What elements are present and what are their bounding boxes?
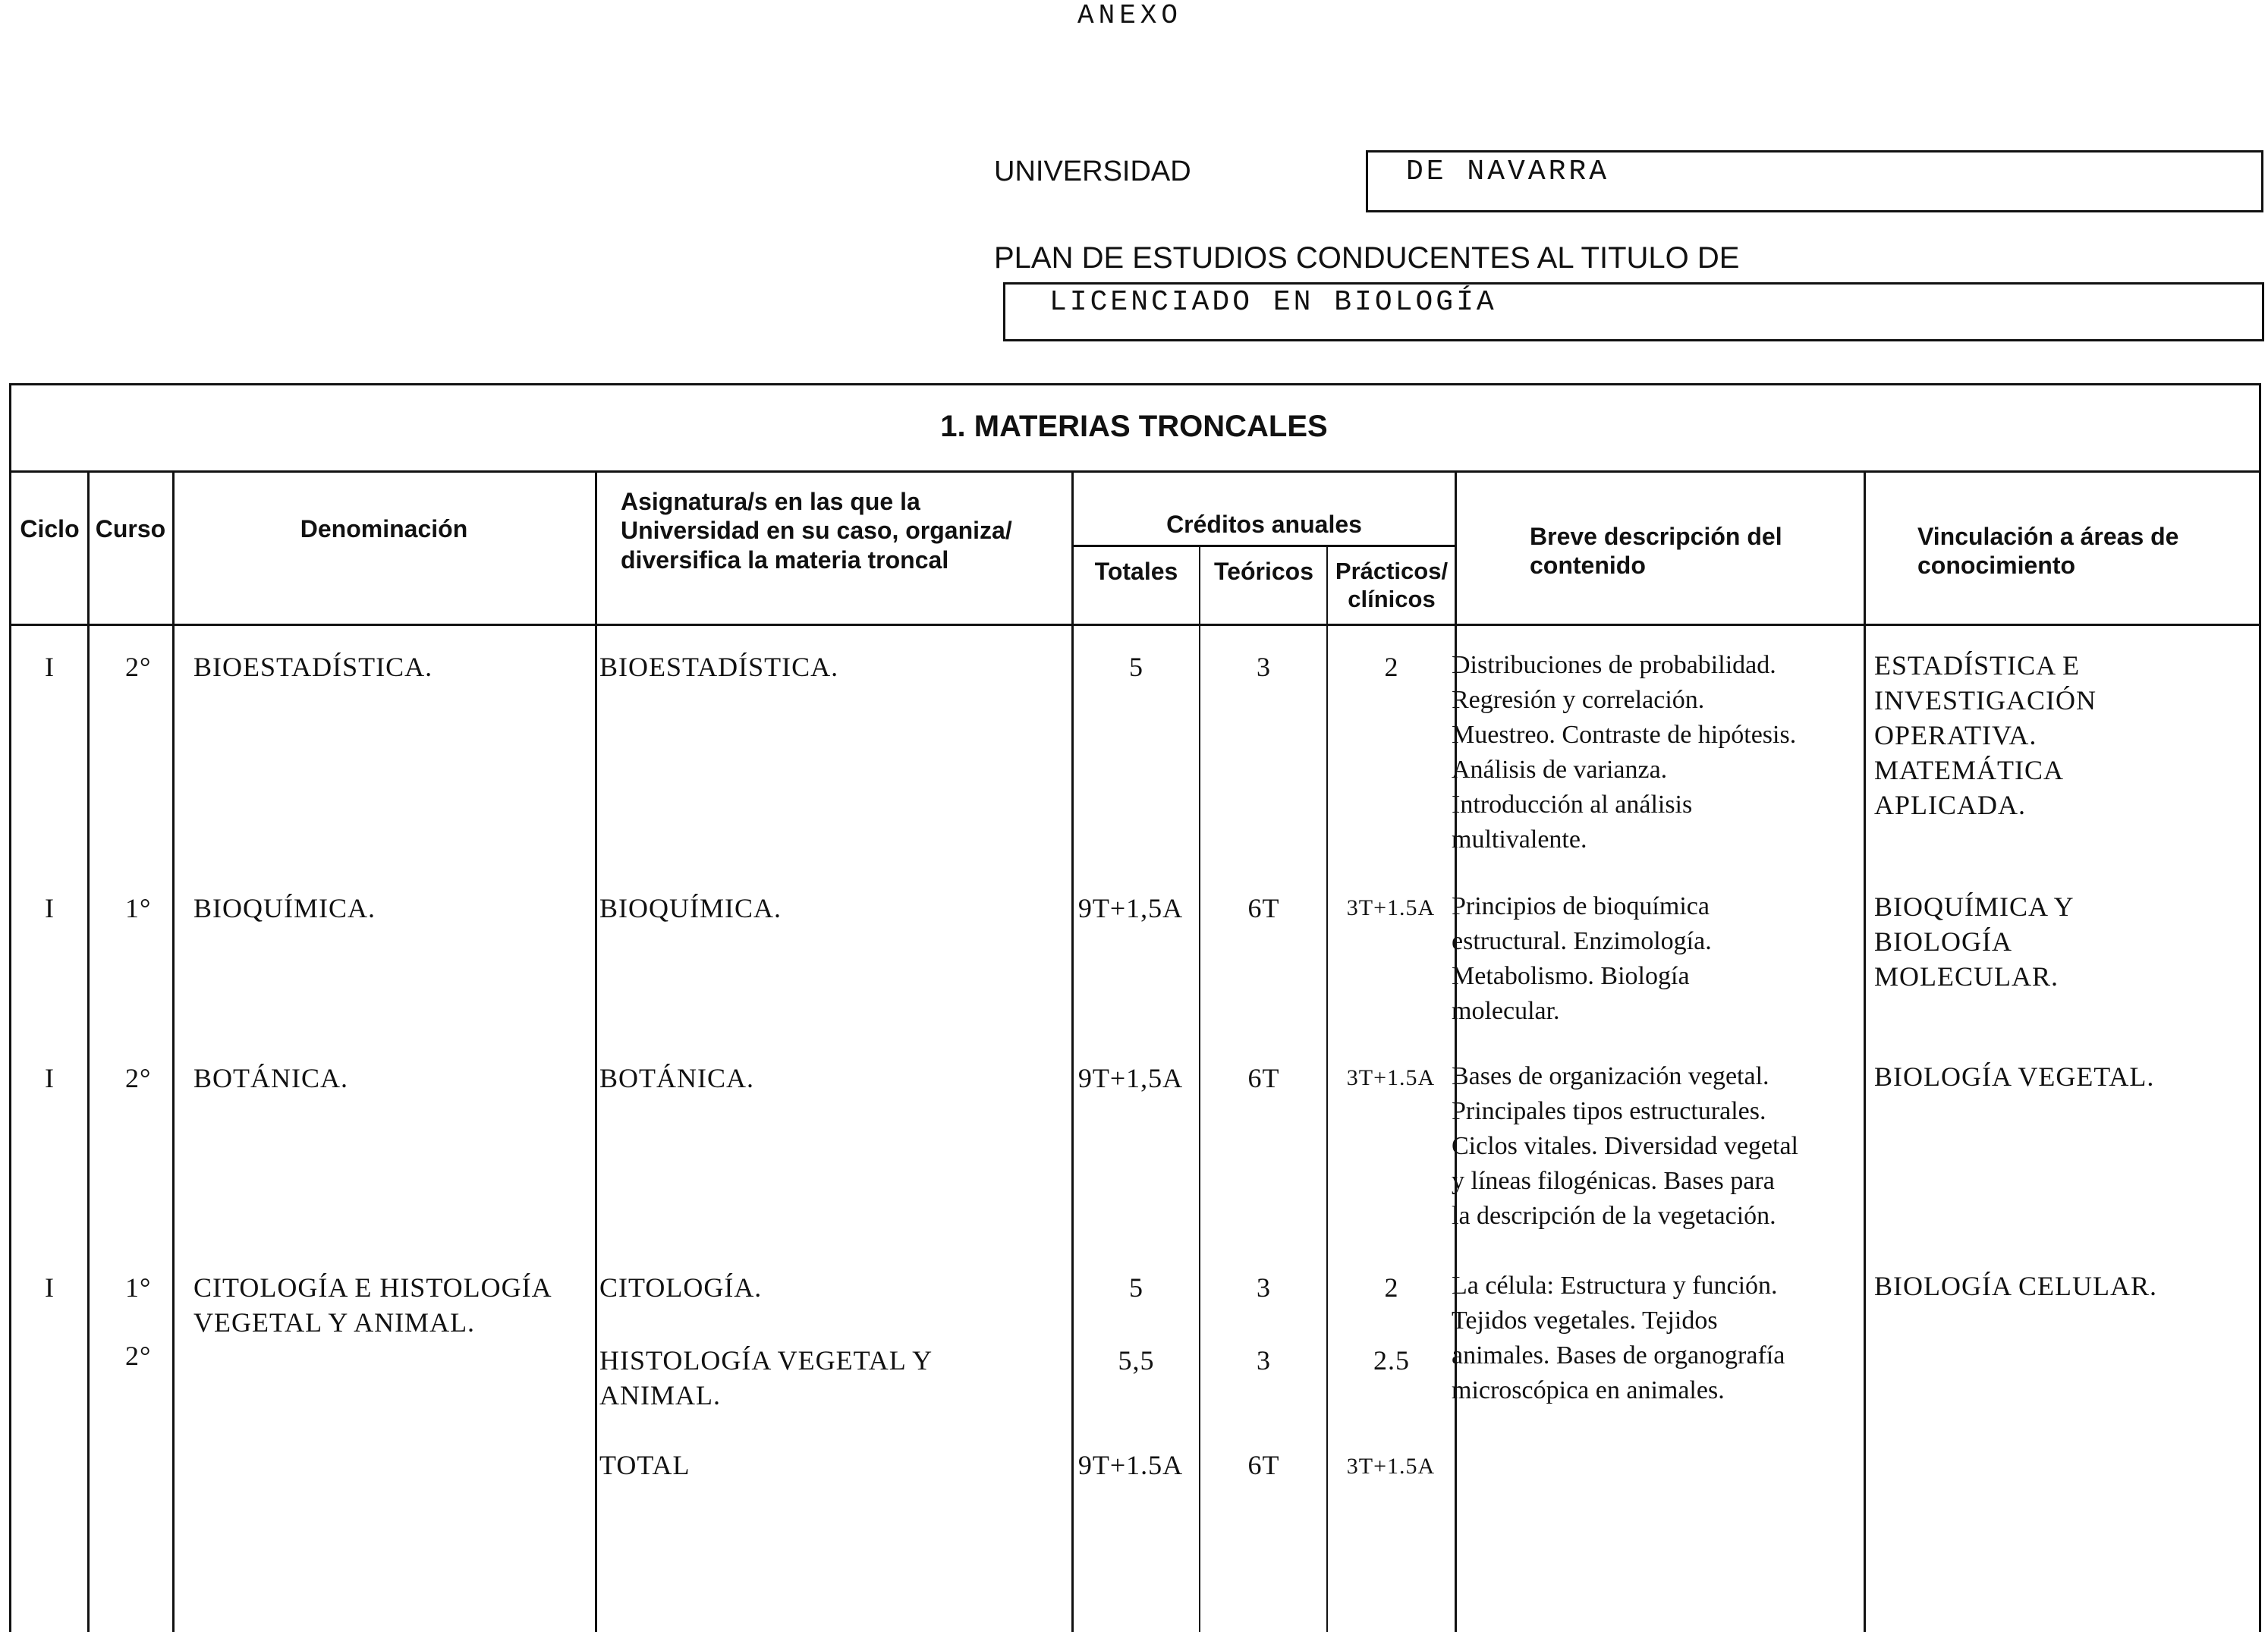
header-teoricos: Teóricos bbox=[1214, 558, 1313, 585]
titulo-box bbox=[1003, 282, 2264, 341]
header-curso: Curso bbox=[95, 515, 166, 542]
col-divider bbox=[1199, 545, 1200, 1632]
header-divider bbox=[9, 624, 2261, 626]
section-title: 1. MATERIAS TRONCALES bbox=[940, 410, 1328, 443]
header-denominacion: Denominación bbox=[300, 515, 468, 542]
row4-total-totales: 9T+1.5A bbox=[1077, 1450, 1184, 1480]
row1-curso: 2° bbox=[125, 652, 152, 682]
row4-total-label: TOTAL bbox=[599, 1450, 690, 1480]
row3-ciclo: I bbox=[45, 1063, 55, 1093]
header-descripcion: Breve descripción del contenido bbox=[1530, 523, 1782, 580]
row3-teoricos: 6T bbox=[1247, 1063, 1280, 1093]
row3-curso: 2° bbox=[125, 1063, 152, 1093]
row4-sub2-asignatura: HISTOLOGÍA VEGETAL Y ANIMAL. bbox=[599, 1345, 932, 1410]
row3-practicos: 3T+1.5A bbox=[1346, 1065, 1436, 1090]
row2-asignatura: BIOQUÍMICA. bbox=[599, 893, 782, 923]
universidad-box bbox=[1366, 150, 2263, 212]
row2-vinculacion: BIOQUÍMICA Y BIOLOGÍA MOLECULAR. bbox=[1874, 891, 2075, 992]
row3-totales: 9T+1,5A bbox=[1077, 1063, 1184, 1093]
row4-sub2-totales: 5,5 bbox=[1118, 1345, 1155, 1376]
row4-sub2-practicos: 2.5 bbox=[1373, 1345, 1410, 1376]
row2-totales: 9T+1,5A bbox=[1077, 893, 1184, 923]
row2-denominacion: BIOQUÍMICA. bbox=[193, 893, 376, 923]
row4-vinculacion: BIOLOGÍA CELULAR. bbox=[1874, 1271, 2157, 1301]
row2-descripcion: Principios de bioquímica estructural. Enzimología. Metabolismo. Biología molecular. bbox=[1452, 892, 1712, 1025]
row4-descripcion: La célula: Estructura y función. Tejidos vegetales. Tejidos animales. Bases de organografía microscópica en animales. bbox=[1452, 1272, 1785, 1404]
header-totales: Totales bbox=[1094, 558, 1178, 585]
header-ciclo: Ciclo bbox=[20, 515, 80, 542]
row2-teoricos: 6T bbox=[1247, 893, 1280, 923]
row4-sub2-teoricos: 3 bbox=[1257, 1345, 1271, 1376]
row3-denominacion: BOTÁNICA. bbox=[193, 1063, 348, 1093]
plan-label: PLAN DE ESTUDIOS CONDUCENTES AL TITULO DE bbox=[994, 241, 1740, 275]
row4-total-practicos: 3T+1.5A bbox=[1346, 1454, 1436, 1479]
row4-sub1-teoricos: 3 bbox=[1257, 1272, 1271, 1303]
row1-denominacion: BIOESTADÍSTICA. bbox=[193, 652, 433, 682]
row2-practicos: 3T+1.5A bbox=[1346, 895, 1436, 920]
title-divider bbox=[9, 470, 2261, 473]
header-asignatura: Asignatura/s en las que la Universidad en su caso, organiza/ diversifica la materia troncal bbox=[621, 488, 1012, 574]
universidad-label: UNIVERSIDAD bbox=[994, 156, 1191, 187]
col-divider bbox=[172, 470, 175, 1632]
row4-sub1-practicos: 2 bbox=[1384, 1272, 1399, 1303]
col-divider bbox=[87, 470, 90, 1632]
universidad-value: DE NAVARRA bbox=[1406, 156, 1610, 188]
row1-totales: 5 bbox=[1129, 652, 1143, 682]
header-vinculacion: Vinculación a áreas de conocimiento bbox=[1917, 523, 2179, 580]
col-divider bbox=[1864, 470, 1866, 1632]
row1-practicos: 2 bbox=[1384, 652, 1399, 682]
col-divider bbox=[595, 470, 597, 1632]
row4-curso2: 2° bbox=[125, 1341, 152, 1371]
row3-vinculacion: BIOLOGÍA VEGETAL. bbox=[1874, 1061, 2155, 1092]
row3-descripcion: Bases de organización vegetal. Principales tipos estructurales. Ciclos vitales. Diversidad vegetal y líneas filogénicas. Bases para la descripción de la vegetación. bbox=[1452, 1062, 1798, 1230]
header-creditos: Créditos anuales bbox=[1166, 511, 1362, 538]
row4-total-teoricos: 6T bbox=[1247, 1450, 1280, 1480]
row3-asignatura: BOTÁNICA. bbox=[599, 1063, 754, 1093]
row1-teoricos: 3 bbox=[1257, 652, 1271, 682]
row2-ciclo: I bbox=[45, 893, 55, 923]
row4-sub1-asignatura: CITOLOGÍA. bbox=[599, 1272, 763, 1303]
row4-curso: 1° bbox=[125, 1272, 152, 1303]
anexo-heading: ANEXO bbox=[1077, 0, 1183, 31]
row1-asignatura: BIOESTADÍSTICA. bbox=[599, 652, 839, 682]
row4-sub1-totales: 5 bbox=[1129, 1272, 1143, 1303]
row4-ciclo: I bbox=[45, 1272, 55, 1303]
titulo-value: LICENCIADO EN BIOLOGÍA bbox=[1049, 286, 1497, 319]
row1-ciclo: I bbox=[45, 652, 55, 682]
row2-curso: 1° bbox=[125, 893, 152, 923]
creditos-divider bbox=[1071, 545, 1457, 547]
row1-vinculacion: ESTADÍSTICA E INVESTIGACIÓN OPERATIVA. MATEMÁTICA APLICADA. bbox=[1874, 650, 2097, 820]
row4-denominacion: CITOLOGÍA E HISTOLOGÍA VEGETAL Y ANIMAL. bbox=[193, 1272, 552, 1338]
row1-descripcion: Distribuciones de probabilidad. Regresión y correlación. Muestreo. Contraste de hipótesis. Análisis de varianza. Introducción al análisis multivalente. bbox=[1452, 651, 1797, 854]
header-practicos: Prácticos/ clínicos bbox=[1335, 558, 1449, 613]
